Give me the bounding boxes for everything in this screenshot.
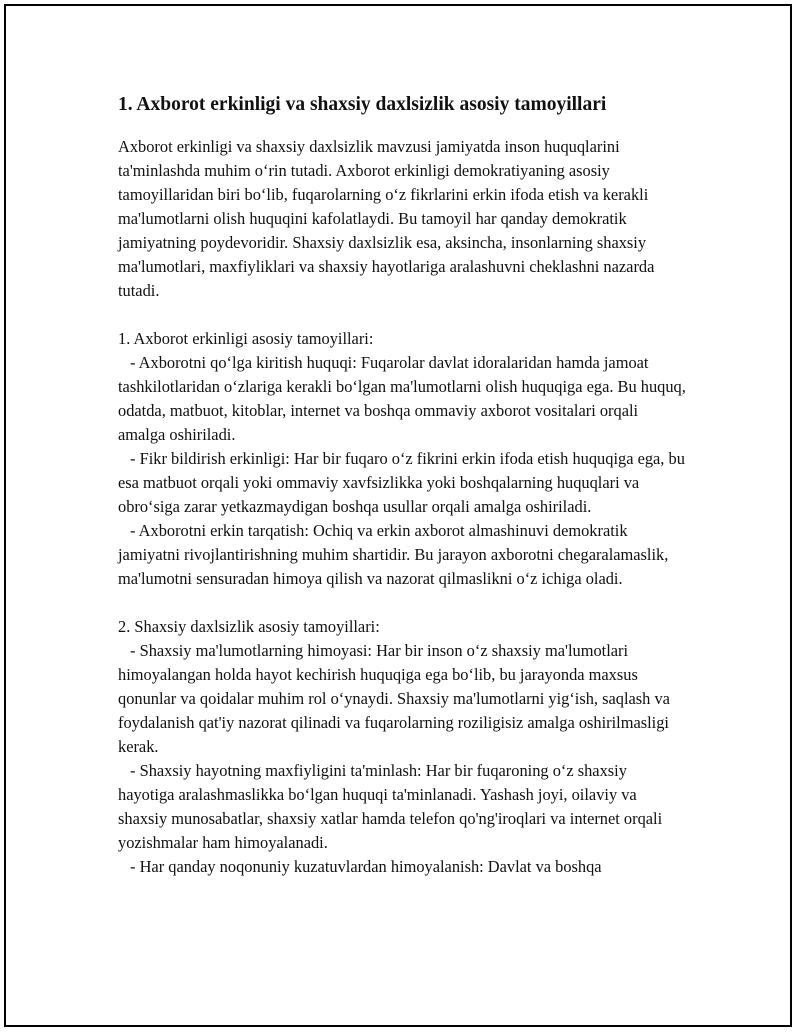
list-item [118, 759, 686, 855]
list-item-text: Har qanday noqonuniy kuzatuvlardan himoyalanish: Davlat va boshqa [139, 857, 602, 876]
list-item [118, 447, 686, 519]
section-personal-privacy [118, 615, 686, 879]
list-item [118, 855, 686, 879]
list-item-text: Axborotni qo‘lga kiritish huquqi: Fuqarolar davlat idoralaridan hamda jamoat tashkilotlaridan o‘zlariga kerakli bo‘lgan ma'lumotlarni olish huquqiga ega. Bu huquq, odatda, matbuot, kitoblar, internet va boshqa ommaviy axborot vositalari orqali amalga oshiriladi. [118, 353, 686, 444]
bullet-dash: - [130, 761, 136, 780]
paragraph-gap [118, 591, 686, 615]
list-item-text: Shaxsiy hayotning maxfiyligini ta'minlash: Har bir fuqaroning o‘z shaxsiy hayotiga aralashmaslikka bo‘lgan huquqi ta'minlanadi. Yashash joyi, oilaviy va shaxsiy munosabatlar, shaxsiy xatlar hamda telefon qo'ng'iroqlari va internet orqali yozishmalar ham himoyalanadi. [118, 761, 663, 852]
list-item-text: Axborotni erkin tarqatish: Ochiq va erkin axborot almashinuvi demokratik jamiyatni rivojlantirishning muhim shartidir. Bu jarayon axborotni chegaralamaslik, ma'lumotni sensuradan himoya qilish va nazorat qilmaslikni o‘z ichiga oladi. [118, 521, 669, 588]
list-item [118, 351, 686, 447]
bullet-dash: - [130, 449, 136, 468]
document-body [118, 92, 686, 879]
list-item-text: Shaxsiy ma'lumotlarning himoyasi: Har bir inson o‘z shaxsiy ma'lumotlari himoyalangan holda hayot kechirish huquqiga ega bo‘lib, bu jarayonda maxsus qonunlar va qoidalar muhim rol o‘ynaydi. Shaxsiy ma'lumotlarni yig‘ish, saqlash va foydalanish qat'iy nazorat qilinadi va fuqarolarning roziligisiz amalga oshirilmasligi kerak. [118, 641, 670, 756]
list-item [118, 639, 686, 759]
bullet-dash: - [130, 857, 136, 876]
section-freedom-of-information [118, 327, 686, 591]
bullet-dash: - [130, 521, 136, 540]
bullet-dash: - [130, 353, 136, 372]
bullet-dash: - [130, 641, 136, 660]
paragraph-gap [118, 303, 686, 327]
list-item-text: Fikr bildirish erkinligi: Har bir fuqaro o‘z fikrini erkin ifoda etish huquqiga ega, bu esa matbuot orqali yoki ommaviy xavfsizlikka yoki boshqalarning huquqlari va obro‘siga zarar yetkazmaydigan boshqa usullar orqali amalga oshiriladi. [118, 449, 685, 516]
list-item [118, 519, 686, 591]
section-heading: 1. Axborot erkinligi asosiy tamoyillari: [118, 329, 374, 348]
intro-paragraph: Axborot erkinligi va shaxsiy daxlsizlik mavzusi jamiyatda inson huquqlarini ta'minlashda muhim o‘rin tutadi. Axborot erkinligi demokratiyaning asosiy tamoyillaridan biri bo‘lib, fuqarolarning o‘z fikrlarini erkin ifoda etish va kerakli ma'lumotlarni olish huquqini kafolatlaydi. Bu tamoyil har qanday demokratik jamiyatning poydevoridir. Shaxsiy daxlsizlik esa, aksincha, insonlarning shaxsiy ma'lumotlari, maxfiyliklari va shaxsiy hayotlariga aralashuvni cheklashni nazarda tutadi. [118, 137, 655, 300]
document-title: 1. Axborot erkinligi va shaxsiy daxlsizlik asosiy tamoyillari [118, 94, 607, 115]
section-heading: 2. Shaxsiy daxlsizlik asosiy tamoyillari: [118, 617, 380, 636]
